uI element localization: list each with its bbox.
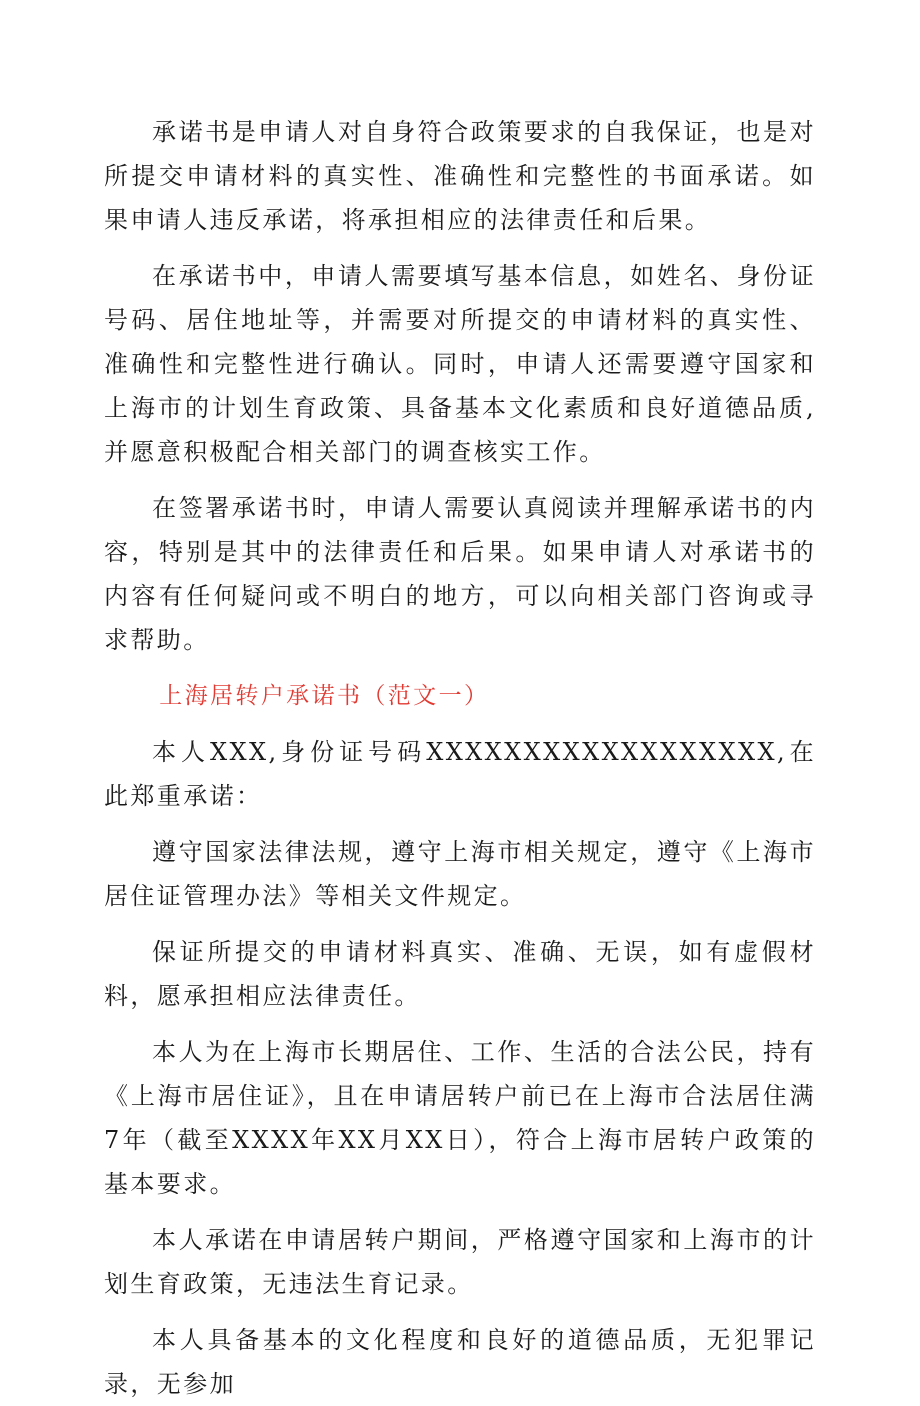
paragraph-residency: 本人为在上海市长期居住、工作、生活的合法公民，持有《上海市居住证》，且在申请居转户前已在上海市合法居住满7年（截至XXXX年XX月XX日），符合上海市居转户政策的基本要求。 (104, 1038, 816, 1198)
paragraph-family-planning: 本人承诺在申请居转户期间，严格遵守国家和上海市的计划生育政策，无违法生育记录。 (104, 1226, 816, 1298)
paragraph-commitment-definition: 承诺书是申请人对自身符合政策要求的自我保证，也是对所提交申请材料的真实性、准确性和完整性的书面承诺。如果申请人违反承诺，将承担相应的法律责任和后果。 (104, 118, 816, 234)
paragraph-commitment-contents: 在承诺书中，申请人需要填写基本信息，如姓名、身份证号码、居住地址等，并需要对所提交的申请材料的真实性、准确性和完整性进行确认。同时，申请人还需要遵守国家和上海市的计划生育政策、具备基本文化素质和良好道德品质,并愿意积极配合相关部门的调查核实工作。 (104, 262, 816, 466)
paragraph-signing-notes: 在签署承诺书时，申请人需要认真阅读并理解承诺书的内容，特别是其中的法律责任和后果。如果申请人对承诺书的内容有任何疑问或不明白的地方，可以向相关部门咨询或寻求帮助。 (104, 494, 816, 654)
paragraph-moral-quality: 本人具备基本的文化程度和良好的道德品质，无犯罪记录，无参加 (104, 1326, 816, 1398)
paragraph-materials-truthful: 保证所提交的申请材料真实、准确、无误，如有虚假材料，愿承担相应法律责任。 (104, 938, 816, 1010)
section-heading: 上海居转户承诺书（范文一） (159, 683, 490, 709)
paragraph-obey-laws: 遵守国家法律法规，遵守上海市相关规定，遵守《上海市居住证管理办法》等相关文件规定。 (104, 838, 816, 910)
paragraph-applicant-statement: 本人XXX,身份证号码XXXXXXXXXXXXXXXXXX,在此郑重承诺： (104, 738, 816, 810)
